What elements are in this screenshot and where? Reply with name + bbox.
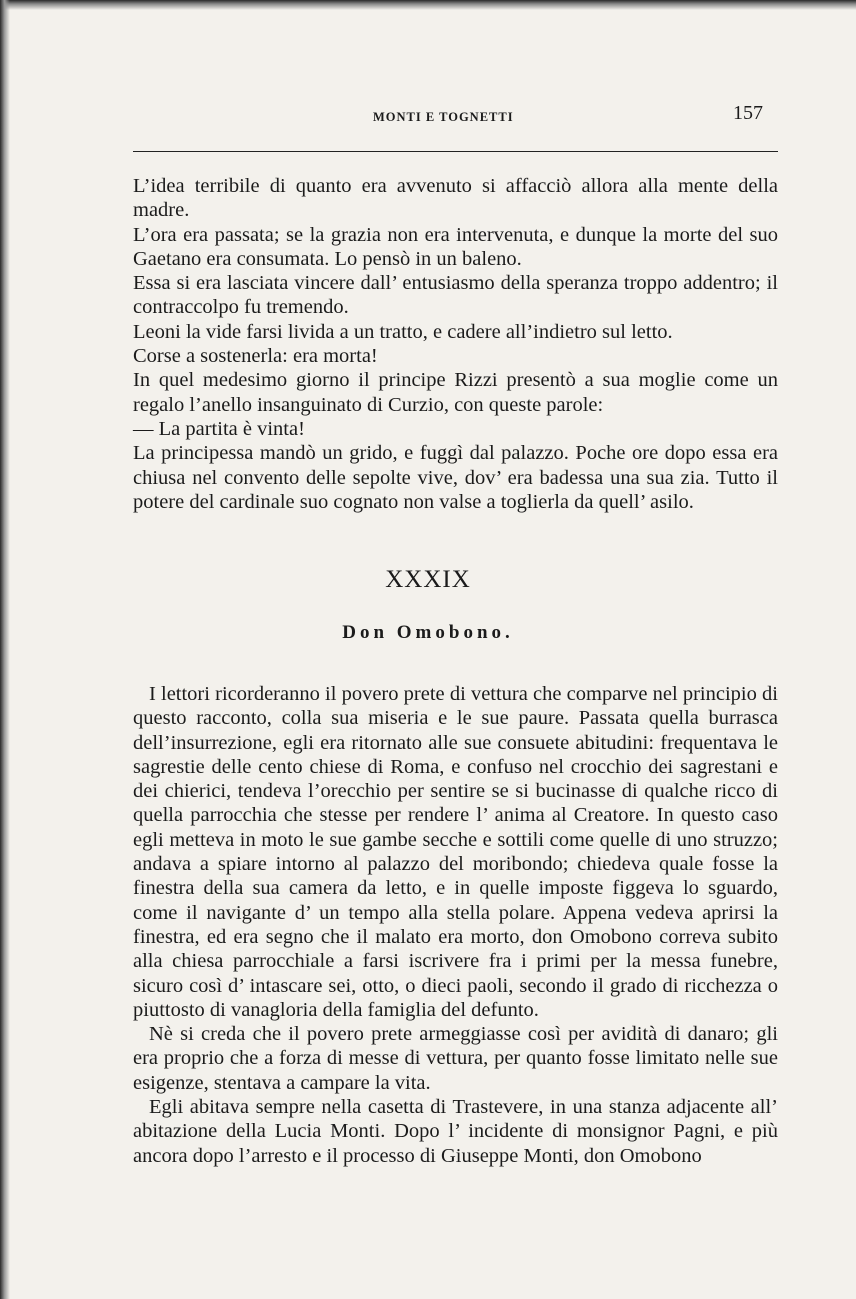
body-text-block [133, 682, 778, 1168]
page-header [133, 100, 763, 130]
paragraph: I lettori ricorderanno il povero prete di vettura che comparve nel principio di questo racconto, colla sua miseria e le sue paure. Passata quella burrasca dell’insurrezione, egli era ritornato alle sue consuete abitudini: frequentava le sagrestie delle cento chiese di Roma, e confuso nel crocchio dei sagrestani e dei chierici, tendeva l’orecchio per sentire se si bucinasse di qualche ricco di quella parrocchia che stesse per rendere l’ anima al Creatore. In questo caso egli metteva in moto le sue gambe secche e sottili come quelle di uno struzzo; andava a spiare intorno al palazzo del moribondo; chiedeva quale fosse la finestra della sua camera da letto, e in quelle imposte figgeva lo sguardo, come il navigante d’ un tempo alla stella polare. Appena vedeva aprirsi la finestra, ed era segno che il malato era morto, don Omobono correva subito alla chiesa parrocchiale a farsi iscrivere fra i primi per la messa funebre, sicuro così d’ intascare sei, otto, o dieci paoli, secondo il grado di ricchezza o piuttosto di vanagloria della famiglia del defunto. [133, 683, 778, 1021]
header-rule [133, 151, 778, 152]
paragraph: In quel medesimo giorno il principe Rizzi presentò a sua moglie come un regalo l’anello insanguinato di Curzio, con queste parole: [133, 369, 778, 416]
paragraph: L’idea terribile di quanto era avvenuto si affacciò allora alla mente della madre. [133, 175, 778, 222]
top-text-block [133, 174, 778, 514]
paragraph: Egli abitava sempre nella casetta di Trastevere, in una stanza adjacente all’ abitazione della Lucia Monti. Dopo l’ incidente di monsignor Pagni, e più ancora dopo l’arresto e il processo di Giuseppe Monti, don Omobono [133, 1096, 778, 1167]
paragraph: Leoni la vide farsi livida a un tratto, e cadere all’indietro sul letto. [133, 320, 673, 343]
page-number: 157 [733, 102, 763, 124]
paragraph: — La partita è vinta! [133, 417, 305, 440]
scan-edge-left [0, 0, 10, 1299]
paragraph: Essa si era lasciata vincere dall’ entusiasmo della speranza troppo addentro; il contraccolpo fu tremendo. [133, 272, 778, 319]
chapter-number: XXXIX [385, 566, 471, 593]
paragraph: La principessa mandò un grido, e fuggì dal palazzo. Poche ore dopo essa era chiusa nel convento delle sepolte vive, dov’ era badessa una sua zia. Tutto il potere del cardinale suo cognato non valse a toglierla da quell’ asilo. [133, 442, 778, 513]
paragraph: L’ora era passata; se la grazia non era intervenuta, e dunque la morte del suo Gaetano era consumata. Lo pensò in un baleno. [133, 223, 778, 270]
paragraph: Nè si creda che il povero prete armeggiasse così per avidità di danaro; gli era proprio che a forza di messe di vettura, per quanto fosse limitato nelle sue esigenze, stentava a campare la vita. [133, 1023, 778, 1094]
paragraph: Corse a sostenerla: era morta! [133, 345, 378, 368]
running-head: MONTI E TOGNETTI [373, 110, 514, 124]
scan-edge-top [0, 0, 856, 10]
chapter-title: Don Omobono. [342, 622, 514, 643]
